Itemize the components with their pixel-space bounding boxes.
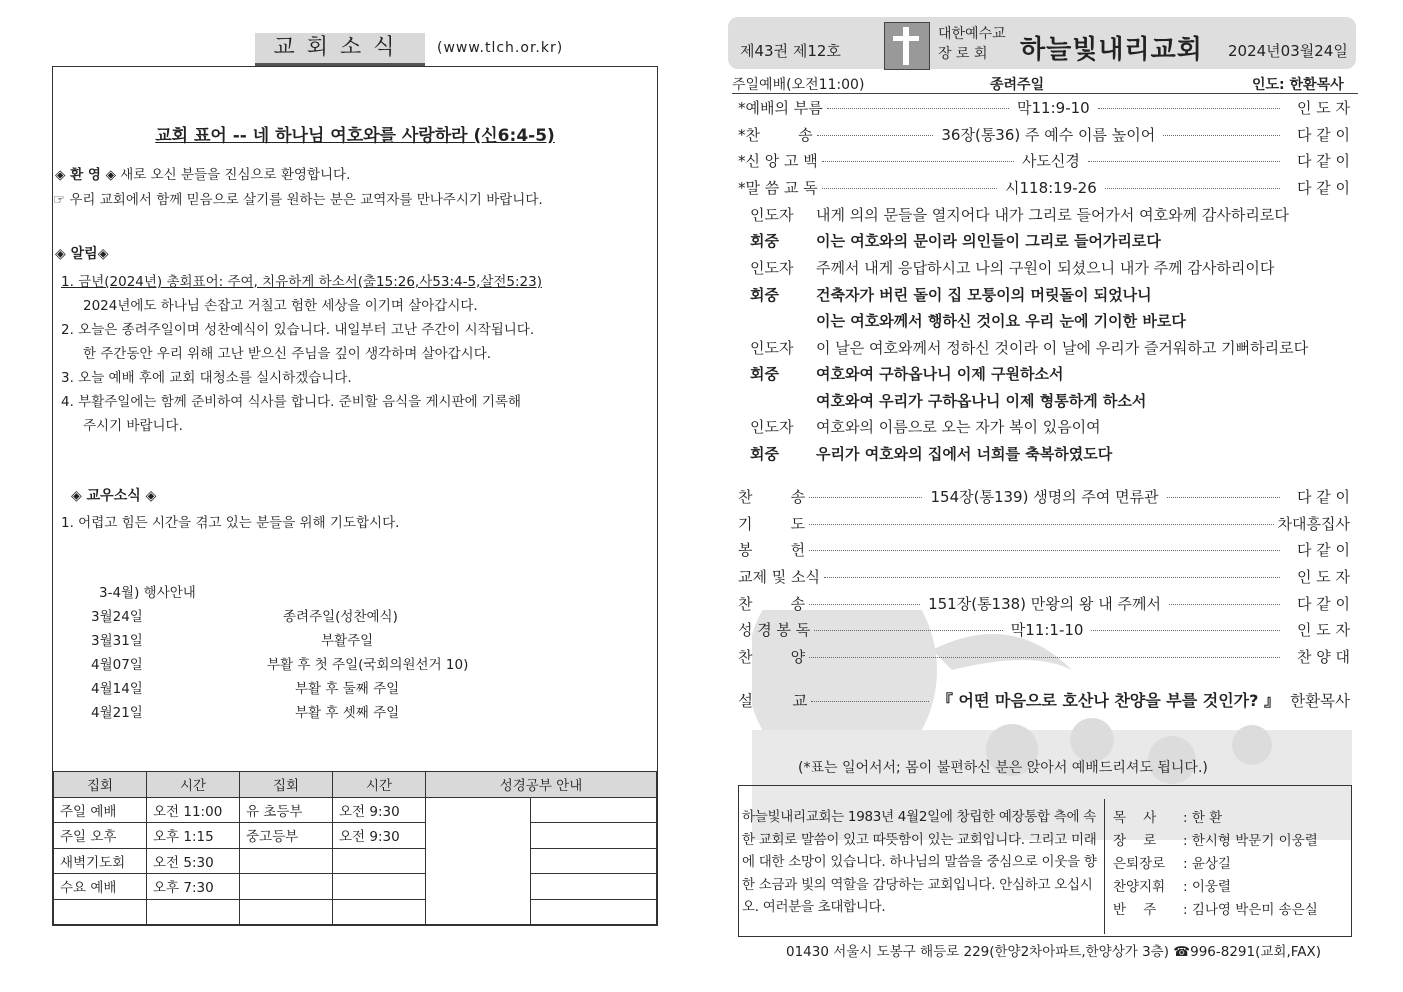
order-person: 차대흥집사	[1277, 515, 1350, 533]
dot-leader	[827, 108, 1009, 109]
table-row	[54, 848, 657, 874]
table-cell: 수요 예배	[54, 874, 147, 900]
table-cell: 오후 1:15	[147, 823, 240, 849]
sermon-row	[738, 688, 1350, 711]
order-label: *신 앙 고 백	[738, 152, 818, 170]
dot-leader	[1098, 108, 1280, 109]
dot-leader	[1169, 604, 1280, 605]
order-person: 다 같 이	[1296, 179, 1350, 197]
staff-role: 은퇴장로	[1113, 856, 1166, 872]
reading-text: 이 날은 여호와께서 정하신 것이라 이 날에 우리가 즐거워하고 기뻐하리로다	[816, 339, 1309, 357]
reader-role: 인도자	[750, 206, 794, 224]
church-name: 하늘빛내리교회	[1020, 35, 1203, 65]
order-item: 151장(통138) 만왕의 왕 내 주께서	[928, 595, 1162, 613]
staff-names: : 김나영 박은미 송은실	[1183, 902, 1318, 918]
table-cell: 유 초등부	[240, 797, 333, 823]
event-desc: 종려주일(성찬예식)	[283, 609, 398, 625]
event-desc: 부활 후 둘째 주일	[295, 681, 400, 697]
table-cell: 주일 예배	[54, 797, 147, 823]
reading-line	[750, 204, 1289, 225]
reader-role: 회중	[750, 286, 779, 304]
reading-line	[750, 284, 1152, 305]
order-label: 기 도	[738, 515, 806, 533]
table-cell: 오후 7:30	[147, 874, 240, 900]
order-row	[738, 539, 1350, 560]
event-date: 3월31일	[91, 633, 143, 649]
reading-text: 이는 여호와께서 행하신 것이요 우리 눈에 기이한 바로다	[816, 312, 1186, 330]
reader-role: 인도자	[750, 339, 794, 357]
news-title: 교회소식	[255, 33, 425, 66]
table-cell	[333, 899, 426, 925]
church-intro: 하늘빛내리교회는 1983년 4월2일에 창립한 예장통합 측에 속한 교회로 말씀이 있고 따뜻함이 있는 교회입니다. 그리고 미래에 대한 소망이 있습니다. 하나님의 말씀을 중심으로 이웃을 향한 소금과 빛의 역할을 감당하는 교회입니다. 안심하고 오십시오. 여러분을 초대합니다.	[742, 809, 1097, 915]
news-box	[52, 66, 658, 926]
standing-note: (*표는 일어서서; 몸이 불편하신 분은 앉아서 예배드리셔도 됩니다.)	[798, 760, 1208, 776]
reading-text: 건축자가 버린 돌이 집 모퉁이의 머릿돌이 되었나니	[816, 286, 1152, 304]
bible-study-cell	[531, 848, 657, 874]
order-label: 찬 송	[738, 595, 806, 613]
order-label: 찬 송	[738, 488, 806, 506]
order-row	[738, 513, 1350, 534]
table-header-row	[54, 772, 657, 798]
order-item: 시118:19-26	[1005, 179, 1097, 197]
member-news-item: 1. 어렵고 힘든 시간을 겪고 있는 분들을 위해 기도합시다.	[61, 515, 400, 531]
order-item: 154장(통139) 생명의 주여 면류관	[930, 488, 1159, 506]
reading-text: 주께서 내게 응답하시고 나의 구원이 되셨으니 내가 주께 감사하리이다	[816, 259, 1275, 277]
staff-role: 장 로	[1113, 833, 1157, 849]
table-row	[54, 874, 657, 900]
notice-item: 1. 금년(2024년) 총회표어: 주여, 치유하게 하소서(출15:26,사53:4-5,살전5:23)	[61, 274, 542, 290]
order-row	[738, 97, 1350, 118]
notice-item: 2024년에도 하나님 손잡고 거칠고 험한 세상을 이기며 살아갑시다.	[83, 298, 478, 314]
notice-heading: ◈ 알림◈	[55, 246, 109, 262]
table-cell	[54, 899, 147, 925]
dot-leader	[822, 161, 1014, 162]
event-desc: 부활 후 셋째 주일	[295, 705, 400, 721]
divider	[732, 93, 1358, 94]
event-date: 4월21일	[91, 705, 143, 721]
welcome-note: ☞ 우리 교회에서 함께 믿음으로 살기를 원하는 분은 교역자를 만나주시기 바랍니다.	[53, 192, 543, 208]
order-label: 찬 양	[738, 648, 806, 666]
church-motto: 교회 표어 -- 네 하나님 여호와를 사랑하라 (신6:4-5)	[155, 126, 555, 146]
dot-leader	[824, 577, 1280, 578]
order-person: 한환목사	[1290, 692, 1350, 710]
order-person: 다 같 이	[1297, 152, 1351, 170]
dot-leader	[809, 604, 920, 605]
reading-line	[750, 390, 1146, 411]
event-desc: 부활 후 첫 주일(국회의원선거 10)	[267, 657, 469, 673]
sunday-name: 종려주일	[990, 77, 1045, 93]
order-person: 다 같 이	[1297, 488, 1351, 506]
table-row	[54, 899, 657, 925]
service-time: 주일예배(오전11:00)	[732, 77, 865, 93]
table-cell: 주일 오후	[54, 823, 147, 849]
table-row	[54, 797, 657, 823]
events-title: 3-4월) 행사안내	[99, 585, 196, 601]
order-row	[738, 593, 1350, 614]
staff-names: : 한 환	[1183, 810, 1223, 826]
table-cell: 오전 5:30	[147, 848, 240, 874]
bible-study-cell	[531, 874, 657, 900]
meeting-schedule-table	[53, 771, 657, 925]
event-date: 3월24일	[91, 609, 143, 625]
reader-role: 회중	[750, 445, 779, 463]
church-info-box	[738, 785, 1352, 937]
reading-line	[750, 310, 1186, 331]
reading-line	[750, 230, 1161, 251]
col-header: 집회	[54, 772, 147, 798]
church-address: 01430 서울시 도봉구 해등로 229(한양2차아파트,한양상가 3층) ☎996-8291(교회,FAX)	[786, 944, 1322, 960]
order-item: 막11:9-10	[1017, 99, 1090, 117]
church-url[interactable]: (www.tlch.or.kr)	[437, 40, 564, 56]
dot-leader	[809, 497, 922, 498]
denomination-line: 대한예수교	[938, 26, 1006, 42]
dot-leader	[1167, 497, 1280, 498]
welcome-heading: ◈ 환 영 ◈	[55, 167, 116, 183]
event-desc: 부활주일	[321, 633, 374, 649]
staff-row	[1113, 875, 1231, 895]
order-person: 다 같 이	[1297, 595, 1351, 613]
reading-line	[750, 416, 1101, 437]
bible-study-cell	[426, 797, 531, 925]
notice-item: 4. 부활주일에는 함께 준비하여 식사를 합니다. 준비할 음식을 게시판에 기록해	[61, 394, 522, 410]
staff-row	[1113, 852, 1231, 872]
reader-role: 인도자	[750, 259, 794, 277]
reading-line	[750, 257, 1274, 278]
cross-logo-icon	[884, 22, 930, 70]
col-header: 시간	[333, 772, 426, 798]
member-news-heading: ◈ 교우소식 ◈	[71, 488, 157, 504]
staff-row	[1113, 898, 1318, 918]
reading-text: 여호와여 구하옵나니 이제 구원하소서	[816, 365, 1064, 383]
col-header: 시간	[147, 772, 240, 798]
order-item: 36장(통36) 주 예수 이름 높이어	[941, 126, 1156, 144]
bible-study-cell	[531, 823, 657, 849]
staff-names: : 윤상길	[1183, 856, 1231, 872]
volume-number: 제43권 제12호	[740, 42, 841, 60]
order-row	[738, 124, 1350, 145]
reading-line	[750, 443, 1112, 464]
table-cell	[240, 848, 333, 874]
dot-leader	[822, 188, 997, 189]
order-label: 교제 및 소식	[738, 568, 820, 586]
table-cell	[147, 899, 240, 925]
order-row	[738, 177, 1350, 198]
order-person: 인 도 자	[1296, 568, 1350, 586]
order-row	[738, 566, 1350, 587]
table-cell	[333, 848, 426, 874]
welcome-text: 새로 오신 분들을 진심으로 환영합니다.	[120, 167, 351, 183]
welcome-line	[55, 163, 350, 183]
reading-line	[750, 337, 1308, 358]
reader-role: 인도자	[750, 418, 794, 436]
notice-item: 3. 오늘 예배 후에 교회 대청소를 실시하겠습니다.	[61, 370, 352, 386]
table-cell	[240, 899, 333, 925]
order-label: *찬 송	[738, 126, 813, 144]
table-cell: 중고등부	[240, 823, 333, 849]
order-person: 인 도 자	[1297, 621, 1351, 639]
table-cell: 새벽기도회	[54, 848, 147, 874]
dot-leader	[809, 524, 1273, 525]
denomination	[938, 24, 1006, 64]
divider	[1104, 799, 1105, 934]
dot-leader	[817, 135, 934, 136]
denomination-line: 장 로 회	[938, 46, 988, 62]
dot-leader	[1088, 161, 1280, 162]
staff-row	[1113, 806, 1222, 826]
order-item: 막11:1-10	[1010, 621, 1084, 639]
event-date: 4월14일	[91, 681, 143, 697]
col-header: 성경공부 안내	[426, 772, 657, 798]
order-item: 사도신경	[1021, 152, 1080, 170]
staff-role: 목 사	[1113, 810, 1157, 826]
reader-role: 회중	[750, 365, 779, 383]
order-row	[738, 619, 1350, 640]
dot-leader	[811, 701, 929, 702]
order-label: 봉 헌	[738, 541, 806, 559]
col-header: 집회	[240, 772, 333, 798]
staff-row	[1113, 829, 1318, 849]
sermon-title: 『 어떤 마음으로 호산나 찬양을 부를 것인가? 』	[936, 691, 1280, 710]
order-person: 다 같 이	[1296, 541, 1350, 559]
staff-role: 반 주	[1113, 902, 1157, 918]
dot-leader	[1105, 188, 1280, 189]
order-person: 다 같 이	[1297, 126, 1351, 144]
order-person: 인 도 자	[1296, 99, 1350, 117]
order-row	[738, 150, 1350, 171]
dot-leader	[809, 657, 1280, 658]
notice-item: 주시기 바랍니다.	[83, 418, 183, 434]
reading-text: 이는 여호와의 문이라 의인들이 그리로 들어가리로다	[816, 232, 1161, 250]
bulletin-date: 2024년03월24일	[1228, 42, 1348, 60]
table-cell	[333, 874, 426, 900]
dot-leader	[1091, 630, 1280, 631]
dot-leader	[809, 550, 1280, 551]
bible-study-cell	[531, 797, 657, 823]
table-row	[54, 823, 657, 849]
event-date: 4월07일	[91, 657, 143, 673]
staff-names: : 한시형 박문기 이웅렬	[1183, 833, 1318, 849]
order-label: 성 경 봉 독	[738, 621, 811, 639]
reading-text: 내게 의의 문들을 열지어다 내가 그리로 들어가서 여호와께 감사하리로다	[816, 206, 1289, 224]
notice-item: 한 주간동안 우리 위해 고난 받으신 주님을 깊이 생각하며 살아갑시다.	[83, 346, 492, 362]
order-row	[738, 646, 1350, 667]
staff-names: : 이웅렬	[1183, 879, 1231, 895]
notice-item: 2. 오늘은 종려주일이며 성찬예식이 있습니다. 내일부터 고난 주간이 시작됩니다.	[61, 322, 535, 338]
dot-leader	[814, 630, 1003, 631]
table-cell	[240, 874, 333, 900]
reading-text: 여호와의 이름으로 오는 자가 복이 있음이여	[816, 418, 1101, 436]
staff-role: 찬양지휘	[1113, 879, 1166, 895]
reading-line	[750, 363, 1064, 384]
service-leader: 인도: 한환목사	[1252, 77, 1344, 93]
table-cell: 오전 9:30	[333, 797, 426, 823]
table-cell: 오전 11:00	[147, 797, 240, 823]
dot-leader	[1163, 135, 1280, 136]
order-label: *예배의 부름	[738, 99, 823, 117]
reading-text: 우리가 여호와의 집에서 너희를 축복하였도다	[816, 445, 1113, 463]
order-label: 설 교	[738, 692, 808, 710]
reader-role: 회중	[750, 232, 779, 250]
order-row	[738, 486, 1350, 507]
reading-text: 여호와여 우리가 구하옵나니 이제 형통하게 하소서	[816, 392, 1147, 410]
order-label: *말 씀 교 독	[738, 179, 818, 197]
order-person: 찬 양 대	[1296, 648, 1350, 666]
bible-study-cell	[531, 899, 657, 925]
table-cell: 오전 9:30	[333, 823, 426, 849]
